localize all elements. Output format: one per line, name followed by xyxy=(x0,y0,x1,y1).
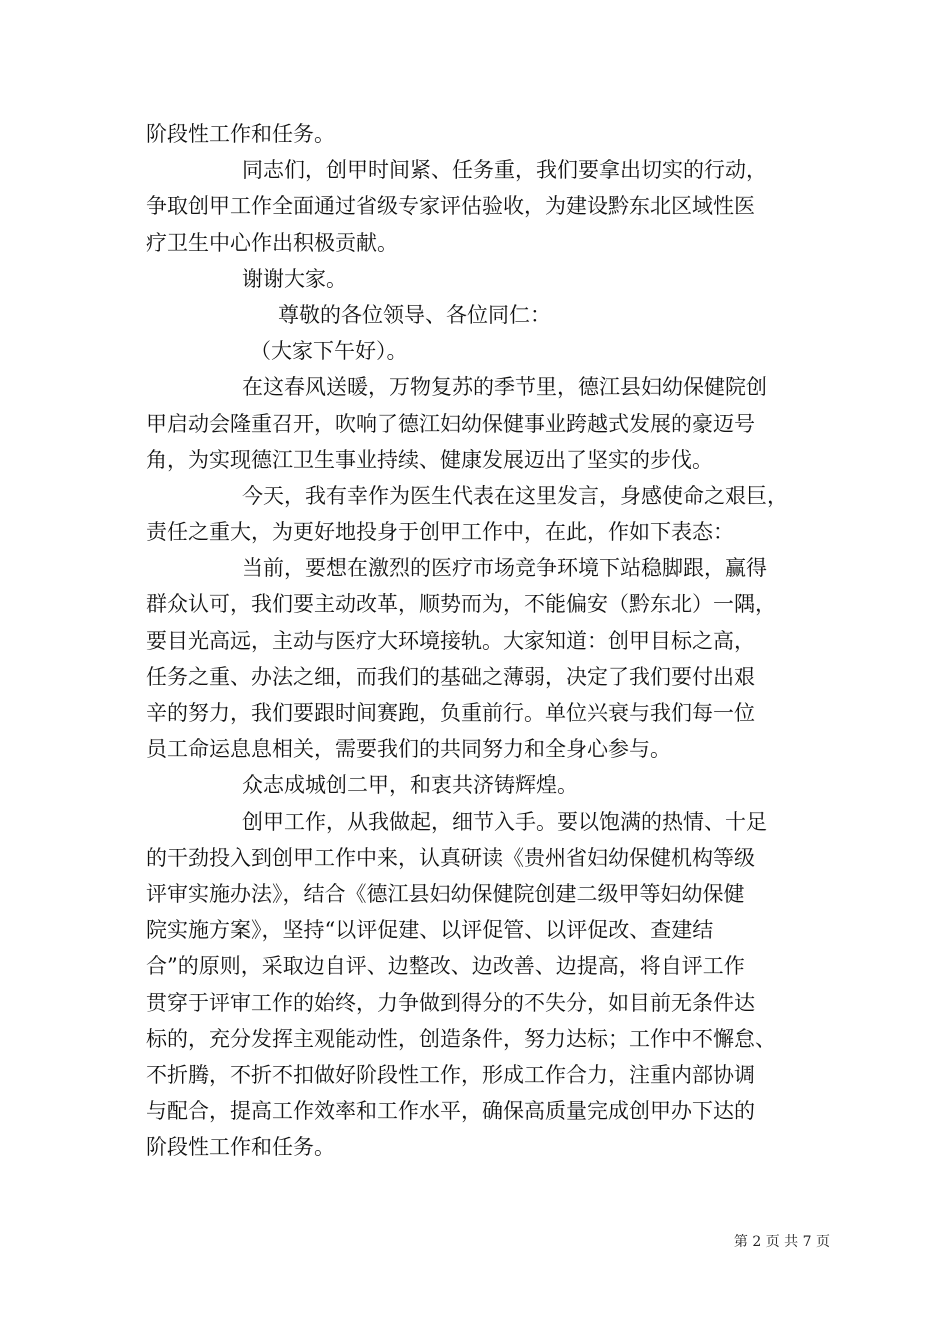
text-line: 创甲工作，从我做起，细节入手。要以饱满的热情、十足 xyxy=(242,809,767,834)
text-line: 今天，我有幸作为医生代表在这里发言，身感使命之艰巨， xyxy=(242,483,788,508)
text-line: 甲启动会隆重召开，吹响了德江妇幼保健事业跨越式发展的豪迈号 xyxy=(146,411,755,436)
text-line: 同志们，创甲时间紧、任务重，我们要拿出切实的行动， xyxy=(242,158,767,183)
text-line: 员工命运息息相关，需要我们的共同努力和全身心参与。 xyxy=(146,737,671,762)
text-line: 不折腾，不折不扣做好阶段性工作，形成工作合力，注重内部协调 xyxy=(146,1062,755,1087)
text-line: 当前，要想在激烈的医疗市场竞争环境下站稳脚跟，赢得 xyxy=(242,556,767,581)
text-line: 标的，充分发挥主观能动性，创造条件，努力达标；工作中不懈怠、 xyxy=(146,1026,776,1051)
text-line: 责任之重大，为更好地投身于创甲工作中，在此，作如下表态： xyxy=(146,520,734,545)
text-line: （大家下午好）。 xyxy=(250,339,408,364)
text-line: 辛的努力，我们要跟时间赛跑，负重前行。单位兴衰与我们每一位 xyxy=(146,701,755,725)
text-line: 阶段性工作和任务。 xyxy=(146,122,335,146)
text-line: 要目光高远，主动与医疗大环境接轨。大家知道：创甲目标之高， xyxy=(146,628,755,653)
text-line: 谢谢大家。 xyxy=(242,266,347,291)
text-line: 任务之重、办法之细，而我们的基础之薄弱，决定了我们要付出艰 xyxy=(146,664,755,689)
text-line: 在这春风送暖，万物复苏的季节里，德江县妇幼保健院创 xyxy=(242,375,767,400)
text-line: 角，为实现德江卫生事业持续、健康发展迈出了坚实的步伐。 xyxy=(146,447,713,472)
text-line: 阶段性工作和任务。 xyxy=(146,1135,335,1160)
text-line: 贯穿于评审工作的始终，力争做到得分的不失分，如目前无条件达 xyxy=(146,990,755,1015)
text-line: 与配合，提高工作效率和工作水平，确保高质量完成创甲办下达的 xyxy=(146,1099,755,1124)
text-line: 众志成城创二甲，和衷共济铸辉煌。 xyxy=(242,773,578,798)
text-line: 争取创甲工作全面通过省级专家评估验收，为建设黔东北区域性医 xyxy=(146,194,755,219)
text-line: 疗卫生中心作出积极贡献。 xyxy=(146,230,398,255)
document-body xyxy=(146,116,826,1165)
text-line: 尊敬的各位领导、各位同仁： xyxy=(278,302,551,327)
text-line: 的干劲投入到创甲工作中来，认真研读《贵州省妇幼保健机构等级 xyxy=(146,845,755,870)
text-line: 合”的原则，采取边自评、边整改、边改善、边提高，将自评工作 xyxy=(146,954,745,979)
page-number: 第 2 页 共 7 页 xyxy=(733,1234,830,1250)
text-line: 评审实施办法》，结合《德江县妇幼保健院创建二级甲等妇幼保健 xyxy=(146,881,745,906)
text-line: 院实施方案》，坚持“以评促建、以评促管、以评促改、查建结 xyxy=(146,918,714,943)
text-line: 群众认可，我们要主动改革，顺势而为，不能偏安（黔东北）一隅， xyxy=(146,592,776,617)
